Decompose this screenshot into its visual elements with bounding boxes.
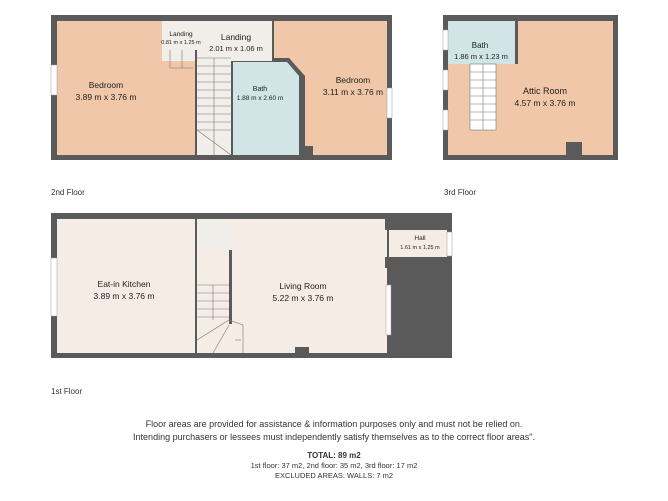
window: [51, 65, 57, 95]
room-name: Hall: [414, 235, 426, 242]
room-name: Landing: [169, 31, 193, 38]
room-dims: 1.88 m x 2.60 m: [236, 95, 284, 102]
room-dims: 0.81 m x 1.25 m: [161, 40, 201, 46]
room-dims: 1.86 m x 1.23 m: [454, 52, 508, 61]
room-dims: 3.89 m x 3.76 m: [93, 291, 155, 301]
floor-label-2nd: 2nd Floor: [51, 188, 85, 197]
room-name: Bedroom: [88, 80, 124, 90]
room-name: Bath: [252, 86, 268, 93]
room-name: Living Room: [279, 281, 327, 291]
room-dims: 4.57 m x 3.76 m: [514, 98, 576, 108]
floor-label-3rd: 3rd Floor: [444, 188, 477, 197]
room-dims: 3.89 m x 3.76 m: [75, 92, 137, 102]
disclaimer: [0, 418, 668, 444]
room-name: Attic Room: [522, 86, 568, 96]
window: [387, 88, 392, 118]
total-area: TOTAL: 89 m2: [307, 451, 361, 460]
room-name: Bedroom: [335, 75, 371, 85]
room-dims: 5.22 m x 3.76 m: [272, 293, 334, 303]
room-name: Landing: [220, 32, 252, 42]
area-totals: [0, 451, 668, 481]
room-dims: 1.61 m x 1.25 m: [400, 245, 440, 251]
stairs-3rd: [470, 64, 496, 130]
floor-label-1st: 1st Floor: [51, 387, 83, 396]
disclaimer-line-2: Intending purchasers or lessees must independently satisfy themselves as to the correct floor areas".: [133, 432, 535, 442]
room-dims: 3.11 m x 3.76 m: [322, 87, 384, 97]
disclaimer-line-1: Floor areas are provided for assistance & information purposes only and must not be relied on.: [145, 419, 523, 429]
room-name: Eat-in Kitchen: [97, 279, 151, 289]
bath-2nd: [233, 62, 299, 155]
room-name: Bath: [471, 41, 489, 50]
floor-breakdown: 1st floor: 37 m2, 2nd floor: 35 m2, 3rd floor: 17 m2: [250, 461, 418, 470]
excluded-areas: EXCLUDED AREAS: WALLS: 7 m2: [274, 471, 394, 480]
room-dims: 2.01 m x 1.06 m: [209, 44, 263, 53]
